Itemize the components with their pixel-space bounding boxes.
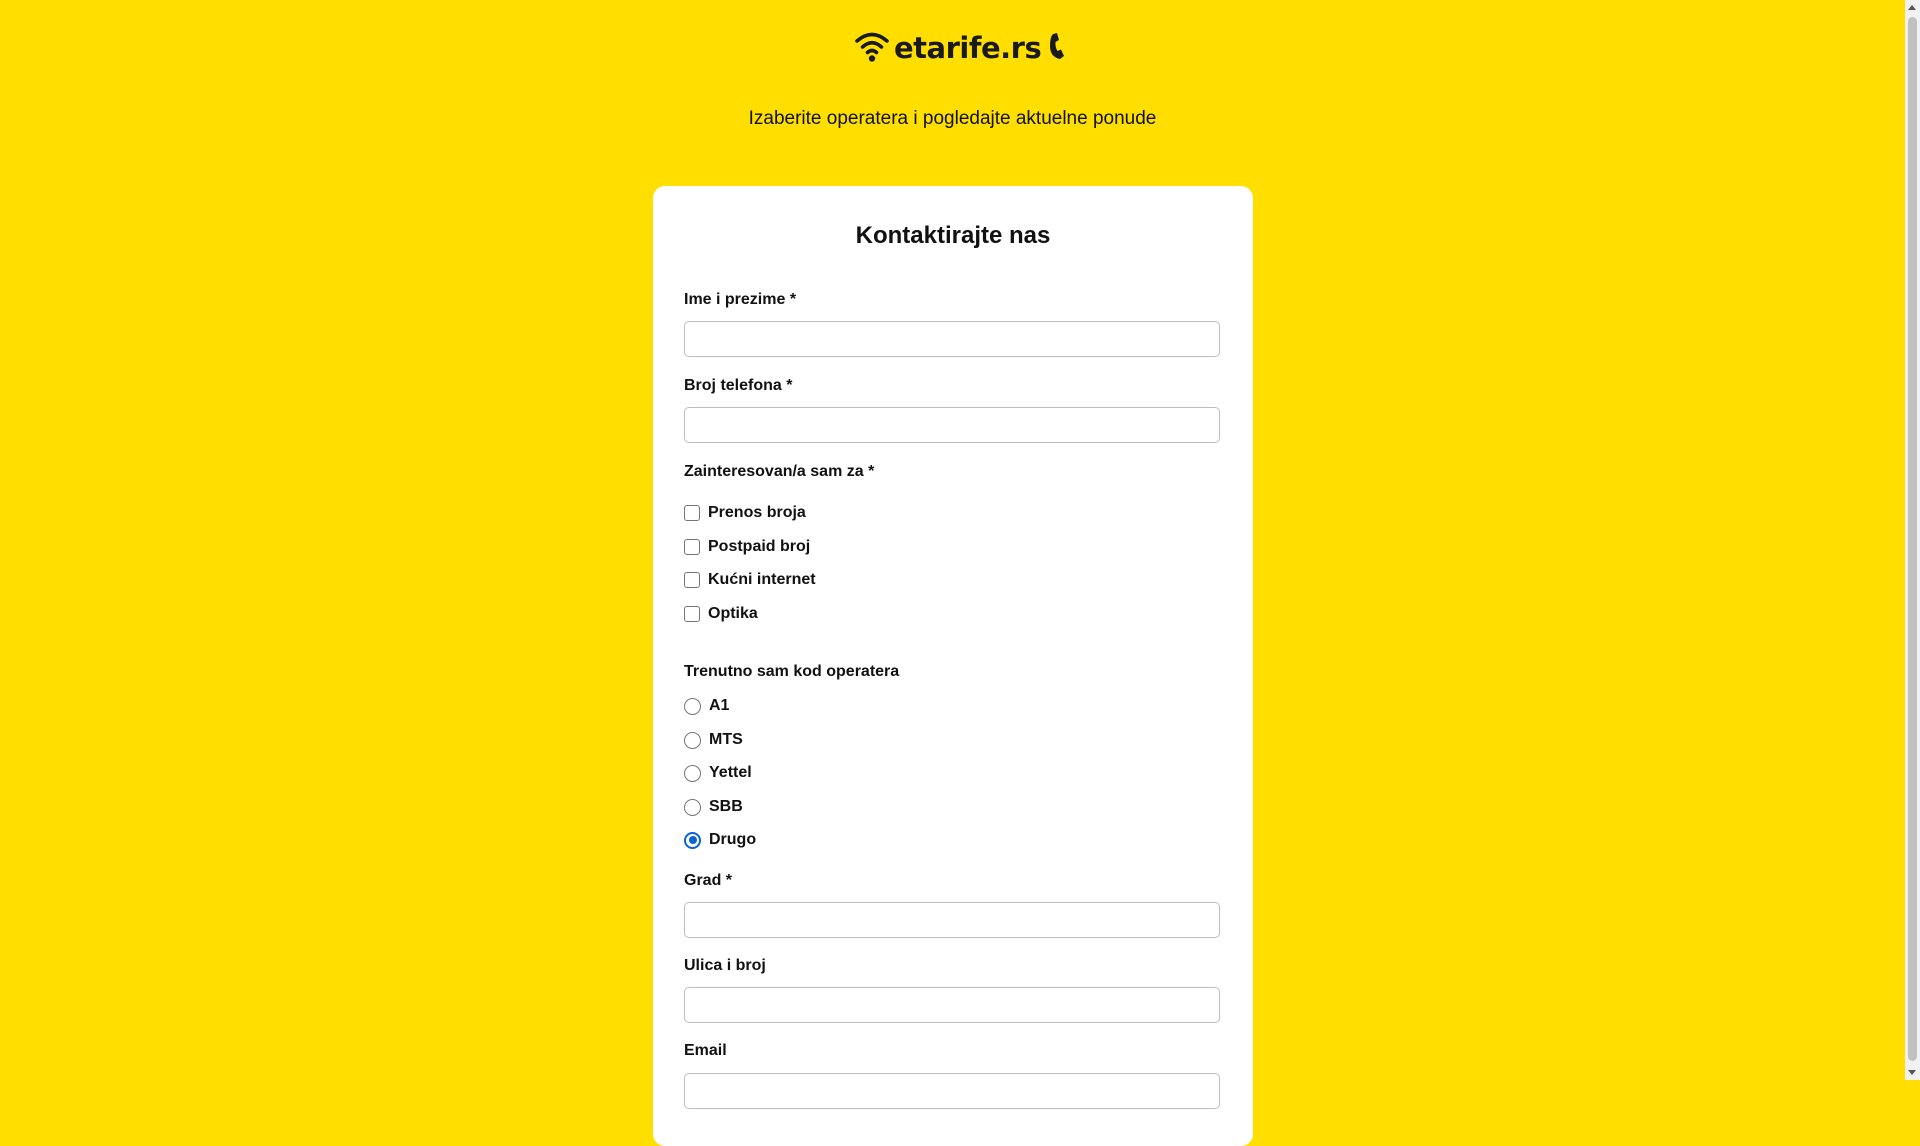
email-label: Email [684, 1042, 727, 1059]
interest-option[interactable] [684, 570, 816, 590]
operator-option-label: A1 [709, 697, 730, 714]
email-input[interactable] [684, 1073, 1220, 1109]
phone-icon [1045, 31, 1067, 66]
operator-option[interactable] [684, 797, 743, 817]
street-input[interactable] [684, 987, 1220, 1023]
interest-option-label: Prenos broja [708, 504, 806, 521]
operator-label: Trenutno sam kod operatera [684, 663, 900, 680]
operator-option-label: SBB [709, 798, 743, 815]
city-label: Grad * [684, 872, 733, 889]
operator-option[interactable] [684, 730, 743, 750]
interest-option[interactable] [684, 503, 806, 523]
wifi-icon [854, 29, 890, 68]
page-subtitle: Izaberite operatera i pogledajte aktuelne ponude [748, 108, 1157, 129]
operator-option[interactable] [684, 763, 752, 783]
vertical-scrollbar[interactable] [1905, 0, 1920, 1080]
checkbox[interactable] [684, 505, 700, 521]
radio-button[interactable] [684, 832, 701, 849]
scrollbar-thumb[interactable] [1908, 17, 1917, 1061]
site-logo[interactable] [854, 30, 1067, 66]
interest-option[interactable] [684, 537, 810, 557]
checkbox[interactable] [684, 606, 700, 622]
scroll-down-arrow-icon[interactable] [1908, 1070, 1916, 1075]
contact-form-card [653, 186, 1253, 1146]
operator-option-label: Drugo [709, 831, 757, 848]
form-title: Kontaktirajte nas [855, 222, 1051, 249]
interest-option[interactable] [684, 604, 758, 624]
street-label: Ulica i broj [684, 957, 766, 974]
interest-option-label: Postpaid broj [708, 538, 811, 555]
name-input[interactable] [684, 321, 1220, 357]
operator-option-label: MTS [709, 731, 743, 748]
checkbox[interactable] [684, 572, 700, 588]
checkbox[interactable] [684, 539, 700, 555]
logo-text: etarife.rs [894, 31, 1042, 65]
radio-button[interactable] [684, 799, 701, 816]
radio-button[interactable] [684, 698, 701, 715]
radio-button[interactable] [684, 765, 701, 782]
interest-option-label: Optika [708, 605, 758, 622]
operator-option-label: Yettel [709, 764, 752, 781]
scroll-up-arrow-icon[interactable] [1908, 5, 1916, 10]
city-input[interactable] [684, 902, 1220, 938]
name-label: Ime i prezime * [684, 291, 797, 308]
phone-input[interactable] [684, 407, 1220, 443]
radio-button[interactable] [684, 732, 701, 749]
interest-label: Zainteresovan/a sam za * [684, 463, 875, 480]
interest-option-label: Kućni internet [708, 571, 816, 588]
operator-option[interactable] [684, 696, 729, 716]
operator-option[interactable] [684, 830, 756, 850]
phone-label: Broj telefona * [684, 377, 793, 394]
